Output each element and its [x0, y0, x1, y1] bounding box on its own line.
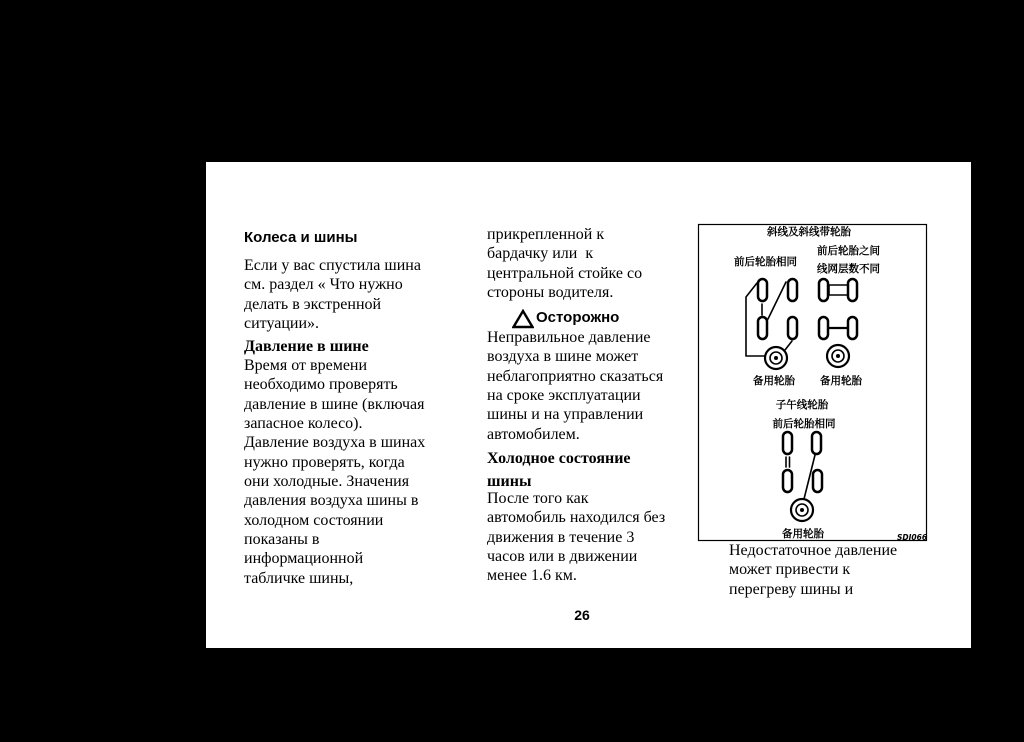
warning-triangle-shape	[514, 311, 533, 327]
warning-title: Осторожно	[536, 309, 620, 326]
text-line: Давление воздуха в шинах	[244, 434, 426, 452]
rotation-line	[829, 285, 848, 295]
tire-icon	[788, 279, 797, 301]
tire-icon	[812, 432, 821, 454]
spare-wheel-hub	[774, 356, 778, 360]
intro-paragraph	[244, 256, 421, 333]
text-line: движения в течение 3	[487, 528, 635, 546]
text-line: давления воздуха шины в	[244, 492, 419, 510]
tire-icon	[819, 317, 828, 339]
text-line: перегреву шины и	[729, 580, 854, 598]
text-line: см. раздел « Что нужно	[244, 276, 403, 294]
text-line: необходимо проверять	[244, 376, 398, 394]
tire-icon	[758, 279, 767, 301]
group-diff-label-line: 线网层数不同	[817, 263, 880, 275]
manual-page	[206, 162, 971, 648]
spare-wheel-icon	[827, 345, 849, 367]
group-same-label: 前后轮胎相同	[734, 256, 797, 268]
text-line: показаны в	[244, 531, 320, 549]
underinflation-paragraph	[729, 541, 897, 599]
radial-same-label: 前后轮胎相同	[772, 418, 836, 430]
spare-label: 备用轮胎	[820, 375, 862, 387]
spare-label: 备用轮胎	[782, 528, 824, 540]
cold-tires-paragraph	[487, 489, 665, 586]
rotation-line	[785, 341, 792, 350]
text-line: воздуха в шине может	[487, 348, 639, 366]
text-line: делать в экстренной	[244, 295, 382, 313]
text-line: центральной стойке со	[487, 264, 643, 282]
rotation-group-different	[819, 279, 857, 367]
subheading-cold-tires	[487, 447, 631, 493]
spare-wheel-icon	[765, 347, 787, 369]
text-line: Время от времени	[244, 357, 368, 374]
section-heading: Колеса и шины	[244, 229, 358, 246]
subheading-line: Холодное состояние	[487, 450, 631, 467]
tire-pressure-paragraph	[244, 356, 425, 588]
tire-icon	[788, 317, 797, 339]
rotation-group-same	[746, 279, 797, 369]
text-line: они холодные. Значения	[244, 473, 410, 491]
text-line: информационной	[244, 550, 364, 568]
spare-label: 备用轮胎	[753, 375, 795, 387]
text-line: автомобилем.	[487, 425, 580, 443]
text-line: менее 1.6 км.	[487, 567, 577, 585]
text-line: После того как	[487, 490, 589, 507]
text-line: прикрепленной к	[487, 226, 605, 243]
text-line: на сроке эксплуатации	[487, 387, 641, 405]
figure-code: SDI066	[897, 533, 928, 542]
text-line: Недостаточное давление	[729, 542, 898, 559]
page-number: 26	[574, 607, 590, 623]
tire-icon	[819, 279, 828, 301]
figure-title: 斜线及斜线带轮胎	[767, 226, 851, 238]
text-line: нужно проверять, когда	[244, 453, 405, 471]
rotation-group-radial	[783, 432, 822, 521]
text-line: Если у вас спустила шина	[244, 257, 421, 274]
text-line: может привести к	[729, 561, 851, 579]
spare-wheel-hub	[800, 508, 804, 512]
subheading-line: шины	[487, 473, 532, 490]
spare-wheel-hub	[836, 354, 840, 358]
tire-icon	[783, 432, 792, 454]
tire-rotation-figure	[698, 224, 928, 542]
spare-wheel-icon	[791, 499, 813, 521]
text-line: ситуации».	[244, 315, 320, 333]
tire-icon	[848, 279, 857, 301]
rotation-line	[768, 282, 786, 319]
tire-icon	[848, 317, 857, 339]
text-line: автомобиль находился без	[487, 509, 666, 527]
text-line: стороны водителя.	[487, 284, 614, 302]
tire-icon	[758, 317, 767, 339]
warning-triangle-icon	[512, 309, 534, 329]
tire-icon	[783, 470, 792, 492]
figure-border	[699, 225, 927, 541]
subheading-tire-pressure: Давление в шине	[244, 338, 369, 355]
text-line: шины и на управлении	[487, 406, 644, 424]
continued-paragraph	[487, 225, 642, 302]
warning-paragraph	[487, 328, 663, 444]
text-line: табличке шины,	[244, 569, 354, 587]
text-line: неблагоприятно сказаться	[487, 367, 664, 385]
group-diff-label-line: 前后轮胎之间	[817, 245, 880, 257]
tire-icon	[813, 470, 822, 492]
text-line: давление в шине (включая	[244, 395, 425, 413]
text-line: бардачку или к	[487, 245, 594, 263]
radial-title: 子午线轮胎	[775, 399, 829, 411]
text-line: холодном состоянии	[244, 511, 384, 529]
text-line: часов или в движении	[487, 548, 638, 566]
text-line: запасное колесо).	[244, 415, 363, 433]
text-line: Неправильное давление	[487, 329, 651, 346]
